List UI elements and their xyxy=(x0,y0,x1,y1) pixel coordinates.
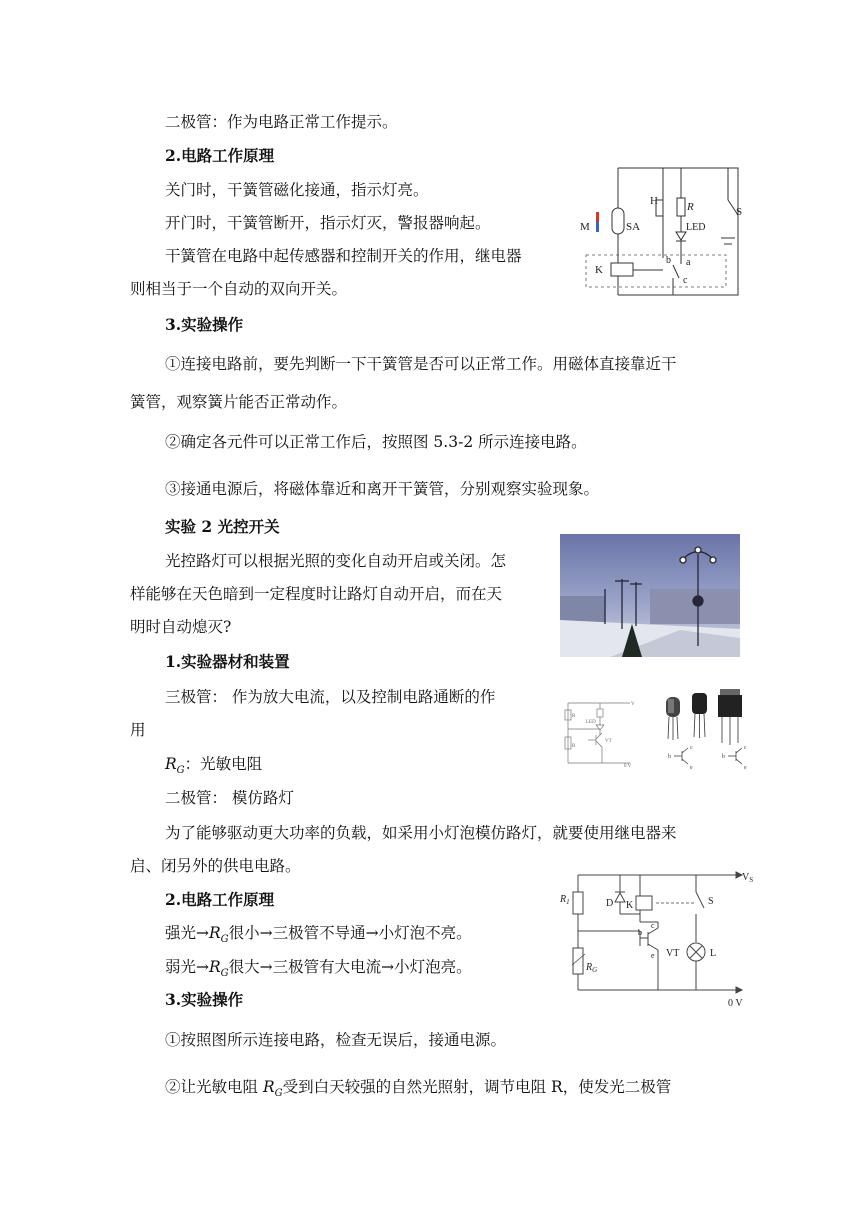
fig1-label-h: H xyxy=(650,195,658,207)
diode-line: 二极管： 模仿路灯 xyxy=(165,789,294,807)
rg-symbol: R xyxy=(209,958,221,976)
operation-3: ③接通电源后，将磁体靠近和离开干簧管，分别观察实验现象。 xyxy=(165,480,600,498)
transistor-packages-figure xyxy=(660,685,756,777)
reed-switch-circuit-diagram xyxy=(578,160,748,302)
reed-role-line-1: 干簧管在电路中起传感器和控制开关的作用，继电器 xyxy=(165,247,522,265)
door-closed-line: 关门时，干簧管磁化接通，指示灯亮。 xyxy=(165,181,429,199)
strong-suffix: 很小→三极管不导通→小灯泡不亮。 xyxy=(228,924,472,942)
fig1-label-m: M xyxy=(580,221,590,233)
fig4-label-e-1: e xyxy=(690,765,693,771)
rg-subscript: G xyxy=(220,934,229,946)
intro-line-3: 明时自动熄灭? xyxy=(130,618,232,636)
fig5-label-k: K xyxy=(626,900,634,911)
fig1-label-k: K xyxy=(595,264,603,276)
fig5-label-b: b xyxy=(638,928,642,937)
fig1-label-sa: SA xyxy=(626,221,641,233)
op2-prefix: ②让光敏电阻 xyxy=(165,1078,263,1096)
rg-symbol: R xyxy=(165,755,177,773)
intro-line-2: 样能够在天色暗到一定程度时让路灯自动开启，而在天 xyxy=(130,585,503,603)
operation-1-line-1: ①连接电路前，要先判断一下干簧管是否可以正常工作。用磁体直接靠近干 xyxy=(165,355,677,373)
fig1-label-a: a xyxy=(686,257,691,268)
rg-symbol: R xyxy=(209,924,221,942)
experiment-2-title: 实验 2 光控开关 xyxy=(165,517,280,536)
door-open-line: 开门时，干簧管断开，指示灯灭，警报器响起。 xyxy=(165,214,491,232)
fig1-label-c: c xyxy=(683,275,688,286)
fig3-label-vt: VT xyxy=(605,739,612,744)
photoresistor-line xyxy=(165,754,262,781)
rg-subscript: G xyxy=(176,765,185,777)
fig1-label-led: LED xyxy=(686,222,706,233)
fig5-label-vs: $V_S$ xyxy=(742,872,754,884)
relay-line-1: 为了能够驱动更大功率的负载，如采用小灯泡模仿路灯，就要使用继电器来 xyxy=(165,824,677,842)
fig5-label-rg: $R_G$ xyxy=(586,962,598,974)
fig3-label-0v: 0 V xyxy=(624,764,632,769)
rg-text: ：光敏电阻 xyxy=(184,755,263,773)
rg-subscript: G xyxy=(220,968,229,980)
rg-symbol: R xyxy=(262,1078,275,1096)
fig1-label-s: S xyxy=(736,206,743,218)
fig5-label-s: S xyxy=(708,896,714,907)
diode-description: 二极管：作为电路正常工作提示。 xyxy=(165,113,398,131)
transistor-line-2: 用 xyxy=(130,721,146,739)
intro-line-1: 光控路灯可以根据光照的变化自动开启或关闭。怎 xyxy=(165,552,507,570)
fig4-label-e-2: e xyxy=(744,765,747,771)
weak-suffix: 很大→三极管有大电流→小灯泡亮。 xyxy=(228,958,472,976)
fig3-label-vs: V xyxy=(631,702,635,707)
op2-suffix: 受到白天较强的自然光照射，调节电阻 R，使发光二极管 xyxy=(282,1078,672,1096)
heading-circuit-principle: 2.电路工作原理 xyxy=(165,146,275,165)
fig1-label-b: b xyxy=(666,255,671,266)
rg-subscript: G xyxy=(274,1088,283,1100)
operation-1-line-2: 簧管，观察簧片能否正常动作。 xyxy=(130,393,348,411)
fig4-label-b-2: b xyxy=(722,754,725,760)
fig5-label-c: c xyxy=(651,921,655,930)
strong-light-line xyxy=(165,923,472,950)
fig5-label-r1: $R_1$ xyxy=(560,894,570,906)
heading-materials: 1.实验器材和装置 xyxy=(165,652,290,671)
reed-role-line-2: 则相当于一个自动的双向开关。 xyxy=(130,280,348,298)
fig5-label-l: L xyxy=(710,948,717,959)
relay-line-2: 启、闭另外的供电电路。 xyxy=(130,857,301,875)
weak-light-line xyxy=(165,957,472,984)
fig5-label-0v: 0 V xyxy=(728,998,743,1009)
heading-principle-2: 2.电路工作原理 xyxy=(165,890,275,909)
fig5-label-vt: VT xyxy=(666,948,680,959)
heading-operations: 3.实验操作 xyxy=(165,315,244,334)
transistor-line-1: 三极管： 作为放大电流，以及控制电路通断的作 xyxy=(165,688,496,706)
light-control-relay-circuit xyxy=(558,866,754,1009)
fig4-label-c-2: c xyxy=(744,745,747,751)
fig3-label-rg: R xyxy=(572,744,576,749)
weak-prefix: 弱光→ xyxy=(165,958,209,976)
transistor-circuit-small xyxy=(558,695,640,773)
fig5-label-d: D xyxy=(606,898,614,909)
fig3-label-led: LED xyxy=(586,720,596,725)
fig1-label-r: R xyxy=(687,201,694,213)
heading-operations-2: 3.实验操作 xyxy=(165,990,244,1009)
operation-2-2 xyxy=(165,1077,671,1104)
operation-2-1: ①按照图所示连接电路，检查无误后，接通电源。 xyxy=(165,1031,507,1049)
fig4-label-c-1: c xyxy=(690,745,693,751)
fig3-label-r1: R xyxy=(572,714,576,719)
fig5-label-e: e xyxy=(651,951,655,960)
strong-prefix: 强光→ xyxy=(165,924,209,942)
fig4-label-b-1: b xyxy=(668,754,671,760)
street-lamp-photo xyxy=(560,534,740,657)
operation-2: ②确定各元件可以正常工作后，按照图 5.3-2 所示连接电路。 xyxy=(165,433,587,451)
